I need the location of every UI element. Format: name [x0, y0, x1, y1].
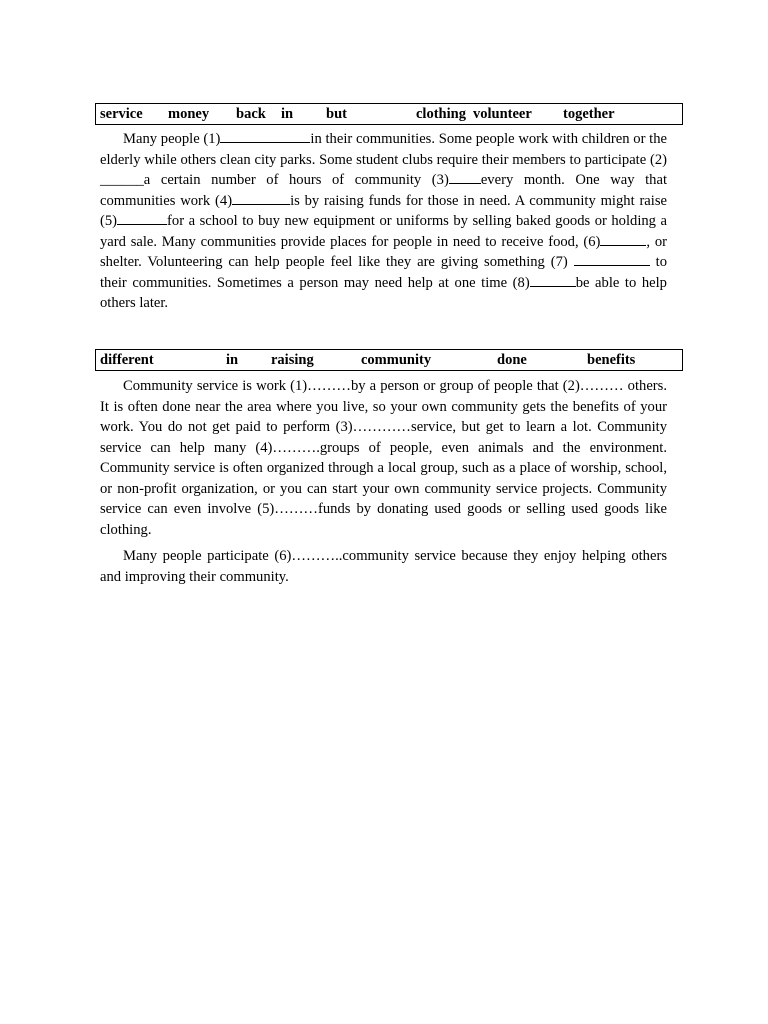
- exercise-2-paragraph-2: Many people participate (6)………..community service because they enjoy helping others and improving their community.: [100, 548, 667, 585]
- word-bank-item: raising: [271, 352, 314, 368]
- word-bank-item: different: [100, 352, 154, 368]
- word-bank-item: in: [226, 352, 239, 368]
- word-bank-item: benefits: [587, 352, 636, 368]
- paragraph-text: , or shelter. Volunteering can help people feel like they are giving something (7): [100, 233, 667, 270]
- word-bank-item: in: [281, 106, 294, 122]
- word-bank-2: [95, 349, 683, 371]
- exercise-1-paragraph: [100, 129, 667, 314]
- word-bank-item: service: [100, 106, 143, 122]
- exercise-2-paragraph-1: Community service is work (1)………by a person or group of people that (2)……… others. It is often done near the area where you live, so your own community gets the benefits of your work. You do not get paid to perform (3)…………service, but get to learn a lot. Community service can help many (4)……….groups of people, even animals and the environment. Community service is often organized through a local group, such as a place of worship, school, or non-profit organization, or you can start your own community service projects. Community service can even involve (5)………funds by donating used goods or selling used goods like clothing.: [100, 378, 667, 538]
- word-bank-item: back: [236, 106, 266, 122]
- word-bank-item: money: [168, 106, 210, 122]
- word-bank-item: but: [326, 106, 347, 122]
- word-bank-item: clothing: [416, 106, 466, 122]
- word-bank-item: done: [497, 352, 527, 368]
- answer-blank-8: [530, 273, 576, 287]
- answer-blank-1: [220, 129, 310, 143]
- paragraph-text: to their communities. Sometimes a person may need help at one time (8): [100, 254, 667, 291]
- answer-blank-4: [232, 191, 290, 205]
- paragraph-text: is by raising funds for those in need. A community might raise (5): [100, 192, 667, 229]
- answer-blank-5: [117, 211, 167, 225]
- paragraph-text: every month. One way that communities work (4): [100, 172, 668, 209]
- paragraph-text: be able to help others later.: [100, 274, 667, 311]
- word-bank-item: community: [361, 352, 432, 368]
- paragraph-text: for a school to buy new equipment or uniforms by selling baked goods or holding a yard sale. Many communities provide places for people in need to receive food, (6): [100, 213, 667, 250]
- word-bank-item: volunteer: [473, 106, 532, 122]
- paragraph-text: Many people (1): [123, 131, 221, 147]
- answer-blank-6: [600, 232, 646, 246]
- paragraph-text: in their communities. Some people work with children or the elderly while others clean city parks. Some student clubs require their members to participate (2) ______a certain number of hours of community (3): [100, 131, 667, 188]
- answer-blank-7: [574, 252, 650, 266]
- word-bank-1: [95, 103, 683, 125]
- word-bank-item: together: [563, 106, 615, 122]
- answer-blank-3: [449, 170, 481, 184]
